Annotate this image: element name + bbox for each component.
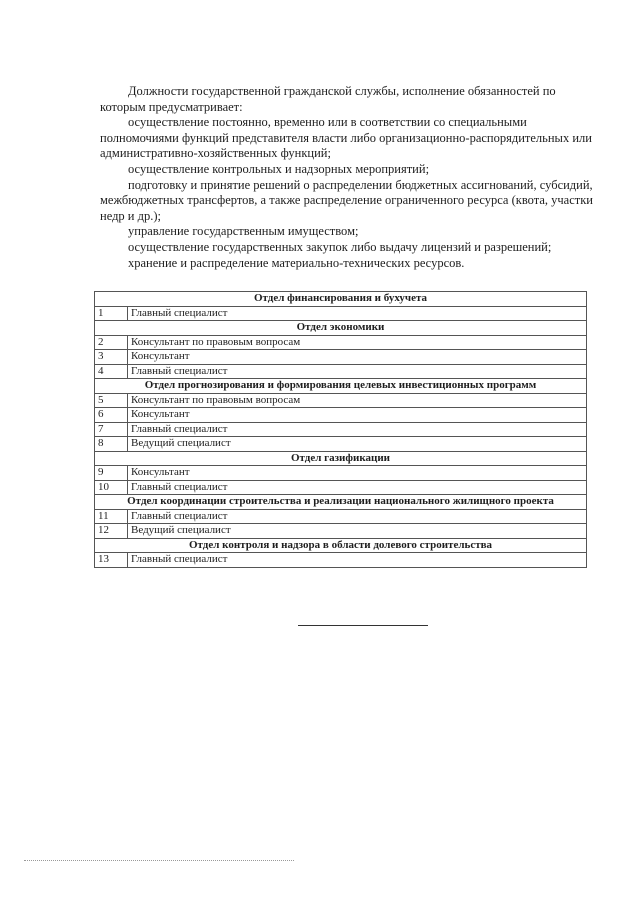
duty-item: осуществление государственных закупок либо выдачу лицензий и разрешений;	[128, 239, 552, 254]
table-row	[95, 393, 587, 408]
duty-item: управление государственным имуществом;	[128, 224, 359, 239]
position-title: Ведущий специалист	[128, 524, 587, 539]
department-name: Отдел координации строительства и реализации национального жилищного проекта	[95, 495, 587, 510]
department-row	[95, 495, 587, 510]
position-number: 8	[95, 437, 128, 452]
position-number: 10	[95, 480, 128, 495]
scan-artifact-line	[24, 860, 294, 861]
position-title: Главный специалист	[128, 509, 587, 524]
department-name: Отдел экономики	[95, 321, 587, 336]
position-title: Консультант	[128, 408, 587, 423]
position-number: 9	[95, 466, 128, 481]
table-row	[95, 509, 587, 524]
position-number: 12	[95, 524, 128, 539]
intro-text	[100, 84, 600, 271]
duty-item: осуществление постоянно, временно или в соответствии со специальными полномочиями функций представителя власти либо организационно-распорядительных или административно-хозяйственных функций;	[100, 115, 592, 161]
department-name: Отдел газификации	[95, 451, 587, 466]
position-number: 1	[95, 306, 128, 321]
table-row	[95, 437, 587, 452]
position-number: 4	[95, 364, 128, 379]
position-title: Консультант	[128, 350, 587, 365]
closing-rule	[298, 625, 428, 626]
position-title: Главный специалист	[128, 306, 587, 321]
position-number: 2	[95, 335, 128, 350]
duty-item: хранение и распределение материально-технических ресурсов.	[128, 255, 465, 270]
table-row	[95, 350, 587, 365]
position-title: Консультант	[128, 466, 587, 481]
position-title: Главный специалист	[128, 422, 587, 437]
table-row	[95, 306, 587, 321]
position-number: 6	[95, 408, 128, 423]
table-row	[95, 335, 587, 350]
positions-table	[94, 291, 587, 568]
intro-lead: Должности государственной гражданской службы, исполнение обязанностей по которым предусматривает:	[100, 84, 556, 114]
position-number: 13	[95, 553, 128, 568]
department-name: Отдел прогнозирования и формирования целевых инвестиционных программ	[95, 379, 587, 394]
department-name: Отдел контроля и надзора в области долевого строительства	[95, 538, 587, 553]
position-title: Консультант по правовым вопросам	[128, 393, 587, 408]
duty-item: осуществление контрольных и надзорных мероприятий;	[128, 161, 430, 176]
position-title: Консультант по правовым вопросам	[128, 335, 587, 350]
department-row	[95, 379, 587, 394]
position-title: Ведущий специалист	[128, 437, 587, 452]
position-title: Главный специалист	[128, 553, 587, 568]
department-name: Отдел финансирования и бухучета	[95, 292, 587, 307]
position-number: 5	[95, 393, 128, 408]
table-row	[95, 553, 587, 568]
department-row	[95, 292, 587, 307]
position-number: 11	[95, 509, 128, 524]
position-title: Главный специалист	[128, 364, 587, 379]
position-number: 3	[95, 350, 128, 365]
table-row	[95, 466, 587, 481]
position-number: 7	[95, 422, 128, 437]
department-row	[95, 321, 587, 336]
department-row	[95, 538, 587, 553]
table-row	[95, 422, 587, 437]
table-row	[95, 364, 587, 379]
duty-item: подготовку и принятие решений о распределении бюджетных ассигнований, субсидий, межбюджетных трансфертов, а также распределение ограниченного ресурса (квота, участки недр и др.);	[100, 177, 593, 223]
position-title: Главный специалист	[128, 480, 587, 495]
table-row	[95, 480, 587, 495]
table-row	[95, 524, 587, 539]
department-row	[95, 451, 587, 466]
table-row	[95, 408, 587, 423]
